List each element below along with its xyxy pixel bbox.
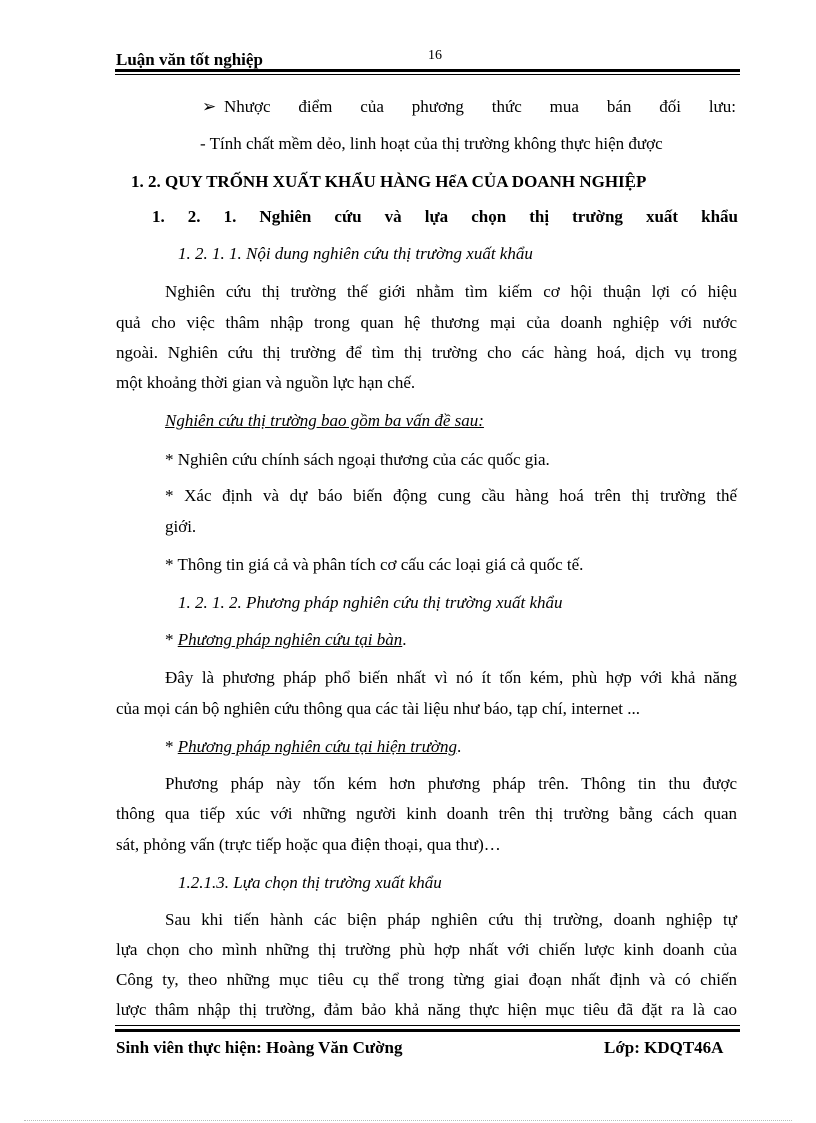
page-number: 16 — [428, 48, 442, 63]
para2-line1: Đây là phương pháp phổ biến nhất vì nó ít tốn kém, phù hợp với khả năng — [165, 668, 737, 687]
method-2-title: Phương pháp nghiên cứu tại hiện trường — [177, 737, 457, 756]
research-item-3: * Thông tin giá cả và phân tích cơ cấu các loại giá cả quốc tế. — [165, 555, 584, 574]
method-field-research — [165, 737, 461, 757]
bullet-arrow-icon: ➢ — [202, 97, 217, 116]
research-item-2-line2: giới. — [165, 517, 197, 536]
method-desk-research — [165, 630, 407, 650]
research-item-2-line1: * Xác định và dự báo biến động cung cầu hàng hoá trên thị trường thế — [165, 486, 737, 505]
para3-line1: Phương pháp này tốn kém hơn phương pháp trên. Thông tin thu được — [165, 774, 737, 793]
running-header-title: Luận văn tốt nghiệp — [116, 50, 263, 69]
disadvantage-line: - Tính chất mềm dẻo, linh hoạt của thị trường không thực hiện được — [200, 134, 663, 153]
para1-line3: ngoài. Nghiên cứu thị trường để tìm thị trường cho các hàng hoá, dịch vụ trong — [116, 343, 737, 362]
para4-line1: Sau khi tiến hành các biện pháp nghiên cứu thị trường, doanh nghiệp tự — [165, 910, 737, 929]
sub-heading-market-selection: 1.2.1.3. Lựa chọn thị trường xuất khẩu — [178, 873, 442, 892]
para4-line2: lựa chọn cho mình những thị trường phù hợp nhất với chiến lược kinh doanh của — [116, 940, 737, 959]
research-intro: Nghiên cứu thị trường bao gồm ba vấn đề sau: — [165, 411, 484, 430]
para3-line2: thông qua tiếp xúc với những người kinh doanh trên thị trường bằng cách quan — [116, 804, 737, 823]
footer-class: Lớp: KDQT46A — [604, 1038, 724, 1057]
method-2-prefix: * — [165, 737, 178, 756]
research-item-1: * Nghiên cứu chính sách ngoại thương của các quốc gia. — [165, 450, 550, 469]
bullet-title: Nhược điểm của phương thức mua bán đối lưu: — [224, 97, 736, 116]
section-heading: 1. 2. QUY TRỐNH XUẤT KHẨU HÀNG HểA CỦA DOANH NGHIỆP — [131, 172, 647, 191]
para2-line2: của mọi cán bộ nghiên cứu thông qua các tài liệu như báo, tạp chí, internet ... — [116, 699, 641, 718]
method-1-title: Phương pháp nghiên cứu tại bàn — [177, 630, 403, 649]
para3-line3: sát, phỏng vấn (trực tiếp hoặc qua điện thoại, qua thư)… — [116, 835, 501, 854]
footer-student: Sinh viên thực hiện: Hoàng Văn Cường — [116, 1038, 403, 1057]
header-rule-thick — [115, 69, 740, 72]
para1-line2: quả cho việc thâm nhập trong quan hệ thương mại của doanh nghiệp với nước — [116, 313, 737, 332]
para4-line4: lược thâm nhập thị trường, đảm bảo khả năng thực hiện mục tiêu đã đặt ra là cao — [116, 1000, 737, 1019]
sub-heading-content-research: 1. 2. 1. 1. Nội dung nghiên cứu thị trường xuất khẩu — [178, 244, 533, 263]
method-1-prefix: * — [165, 630, 178, 649]
footer-rule-thin — [115, 1025, 740, 1026]
subsection-heading: 1. 2. 1. Nghiên cứu và lựa chọn thị trường xuất khẩu — [152, 207, 738, 226]
footer-rule-thick — [115, 1029, 740, 1032]
sub-heading-methods: 1. 2. 1. 2. Phương pháp nghiên cứu thị trường xuất khẩu — [178, 593, 563, 612]
method-1-suffix: . — [402, 630, 407, 649]
header-rule-thin — [115, 74, 740, 75]
page-bottom-border — [24, 1120, 792, 1121]
method-2-suffix: . — [456, 737, 462, 756]
para1-line1: Nghiên cứu thị trường thế giới nhằm tìm kiếm cơ hội thuận lợi có hiệu — [165, 282, 737, 301]
para1-line4: một khoảng thời gian và nguồn lực hạn chế. — [116, 373, 416, 392]
para4-line3: Công ty, theo những mục tiêu cụ thể trong từng giai đoạn nhất định và có chiến — [116, 970, 737, 989]
